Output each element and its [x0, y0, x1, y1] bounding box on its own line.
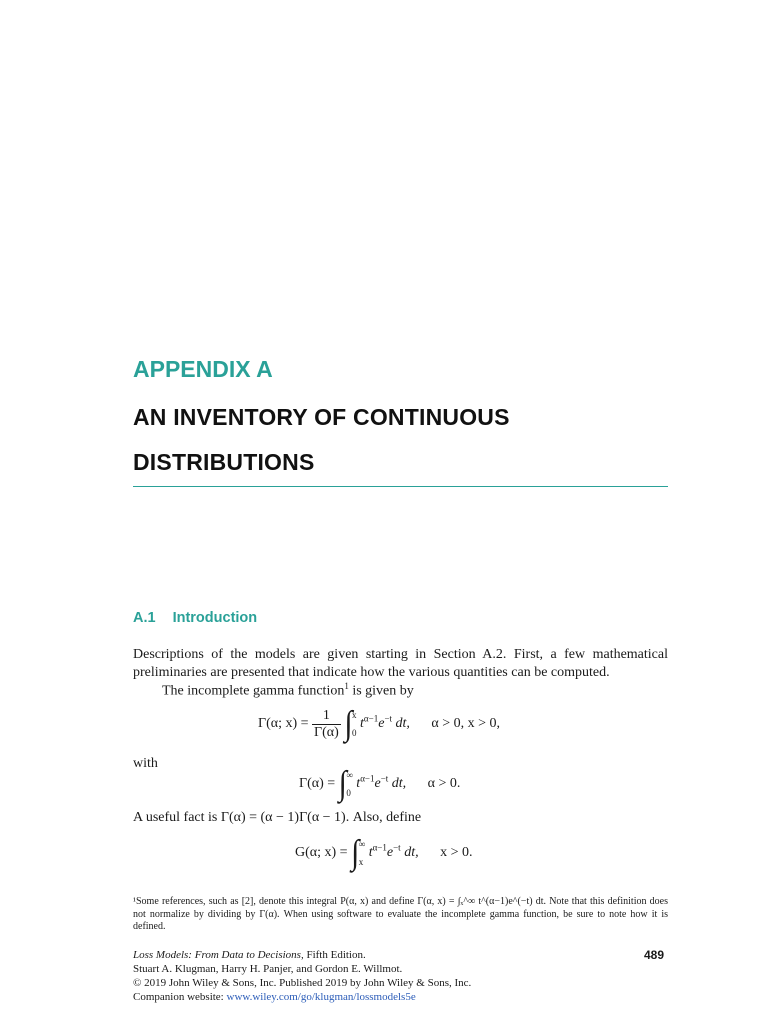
- footer-authors: Stuart A. Klugman, Harry H. Panjer, and Gordon E. Willmot.: [133, 963, 403, 975]
- eq3-lower-limit: x: [358, 857, 364, 867]
- eq2-lower-limit: 0: [346, 788, 351, 798]
- eq2-upper-limit: ∞: [346, 770, 353, 780]
- companion-website-link[interactable]: www.wiley.com/go/klugman/lossmodels5e: [226, 991, 416, 1003]
- chapter-title-line-1: AN INVENTORY OF CONTINUOUS: [133, 404, 510, 430]
- eq3-integrand: t: [368, 845, 373, 861]
- eq2-dt: dt,: [388, 776, 407, 792]
- footer-website-line: [133, 991, 416, 1004]
- equation-complement-gamma: [295, 835, 472, 871]
- eq1-limits: [352, 706, 357, 742]
- footer-edition: Fifth Edition.: [303, 949, 366, 961]
- section-heading: [133, 610, 257, 626]
- eq3-lhs: G(α; x) =: [295, 845, 348, 861]
- eq3-condition: x > 0.: [440, 845, 473, 861]
- with-text: with: [133, 756, 158, 771]
- eq2-exp-base: e: [374, 776, 381, 792]
- eq2-condition: α > 0.: [427, 776, 461, 792]
- integral-sign: ∫: [338, 764, 347, 803]
- footer-copyright: © 2019 John Wiley & Sons, Inc. Published 2019 by John Wiley & Sons, Inc.: [133, 977, 472, 989]
- eq1-dt: dt,: [392, 716, 410, 732]
- eq3-exp-base: e: [386, 845, 394, 861]
- eq3-limits: [359, 835, 365, 871]
- section-title: Introduction: [172, 610, 258, 626]
- equation-gamma-function: [299, 766, 460, 802]
- integral-sign: ∫: [344, 704, 353, 743]
- gamma-intro-line: [162, 681, 414, 700]
- eq1-exp-power: −t: [384, 713, 393, 724]
- eq1-lhs: Γ(α; x) =: [258, 716, 309, 732]
- appendix-label: APPENDIX A: [133, 356, 273, 382]
- eq1-power: α−1: [363, 713, 379, 724]
- eq3-power: α−1: [372, 842, 387, 853]
- eq2-lhs: Γ(α) =: [299, 776, 336, 792]
- footnote: ¹Some references, such as [2], denote this integral P(α, x) and define Γ(α, x) = ∫ₓ^∞ t^(α−1)e^(−t) dt. Note that this definition does not normalize by dividing by Γ(α). When using software to evaluate the incomplete gamma function, be sure to note how it is defined.: [133, 896, 668, 932]
- gamma-intro-text: The incomplete gamma function: [162, 683, 345, 699]
- eq1-exp-base: e: [378, 716, 385, 732]
- footnote-marker: 1: [344, 681, 349, 691]
- footer-book-line: [133, 949, 366, 962]
- eq2-integrand: t: [356, 776, 361, 792]
- integral-sign: ∫: [351, 833, 360, 872]
- useful-fact-line: A useful fact is Γ(α) = (α − 1)Γ(α − 1). Also, define: [133, 810, 422, 825]
- gamma-intro-end: is given by: [348, 683, 414, 699]
- eq3-exp-power: −t: [393, 842, 401, 853]
- footer-website-label: Companion website:: [133, 991, 227, 1003]
- title-rule: [133, 486, 668, 487]
- footer-book-title: Loss Models: From Data to Decisions,: [133, 949, 304, 961]
- eq2-power: α−1: [360, 773, 375, 784]
- eq2-exp-power: −t: [380, 773, 389, 784]
- eq1-upper-limit: x: [352, 710, 357, 720]
- eq2-limits: [346, 766, 352, 802]
- page-number: 489: [644, 948, 665, 962]
- eq1-denominator: Γ(α): [314, 724, 339, 740]
- eq1-condition: α > 0, x > 0,: [431, 716, 501, 732]
- eq3-upper-limit: ∞: [358, 839, 366, 849]
- section-number: A.1: [133, 610, 156, 626]
- eq1-lower-limit: 0: [352, 728, 357, 738]
- eq1-integrand: t: [360, 716, 364, 732]
- eq1-fraction: [312, 708, 341, 741]
- eq3-dt: dt,: [400, 845, 419, 861]
- eq1-numerator: 1: [322, 707, 330, 723]
- intro-paragraph: Descriptions of the models are given starting in Section A.2. First, a few mathematical preliminaries are presented that indicate how the various quantities can be computed.: [133, 647, 668, 680]
- chapter-title-line-2: DISTRIBUTIONS: [133, 449, 315, 475]
- equation-incomplete-gamma: [258, 706, 500, 742]
